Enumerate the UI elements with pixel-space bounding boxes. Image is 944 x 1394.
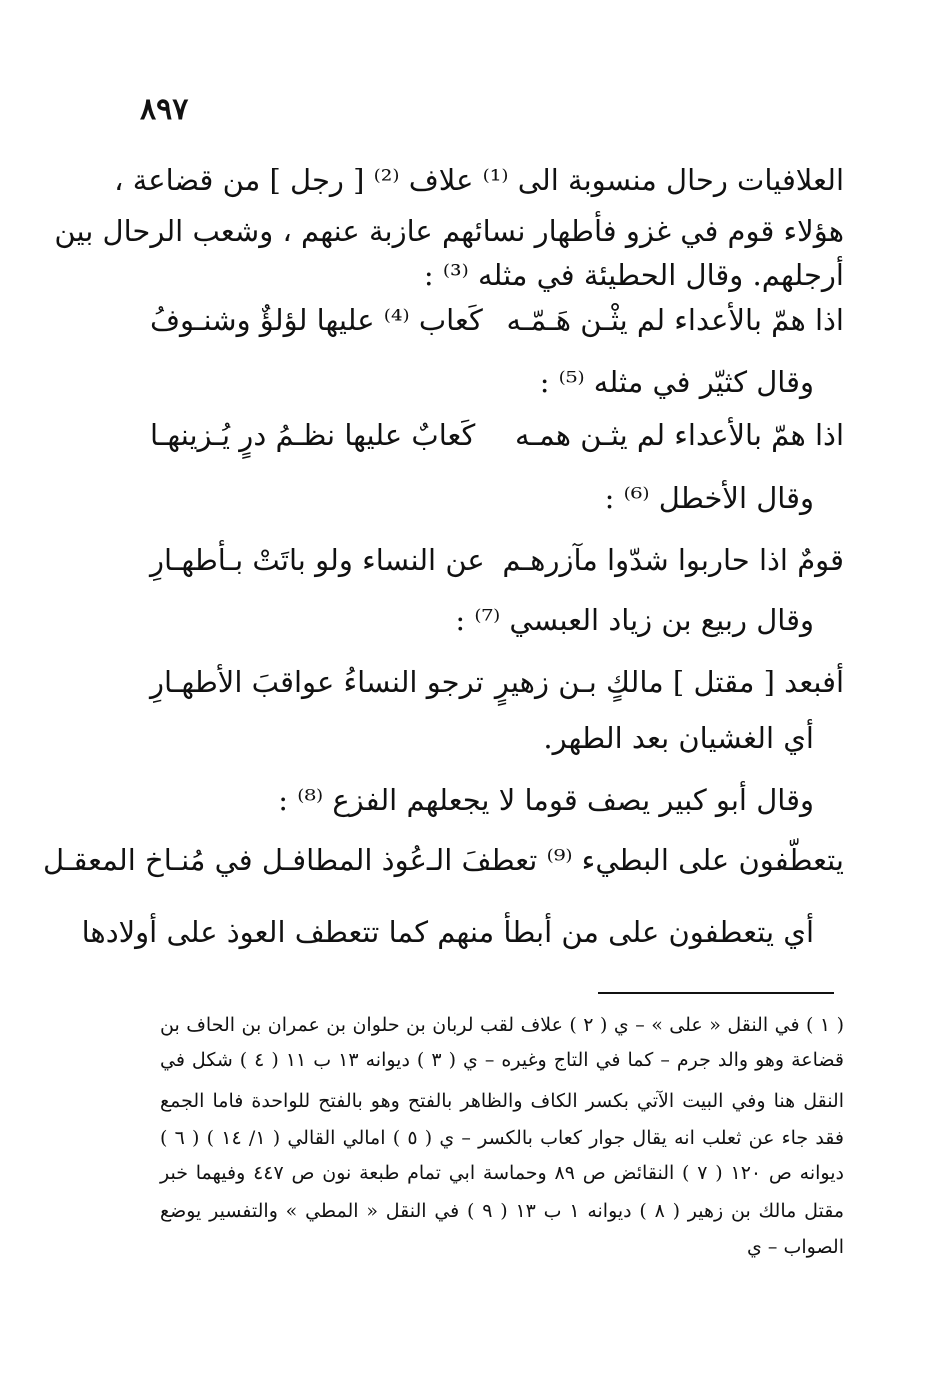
verse-5-second-hemistich: عُوذ المطافـل في مُنـاخ المعقـل [43,843,427,877]
footnote-line-5: ديوانه ص ١٢٠ ( ٧ ) النقائض ص ٨٩ وحماسة ابي تمام طبعة نون ص ٤٤٧ وفيهما خبر [160,1162,844,1184]
intro-line-4: وقال ربيع بن زياد العبسي ⁽⁷⁾ : [455,603,814,637]
footnote-line-2: قضاعة وهو والد جرم – كما في التاج وغيره – ي ( ٣ ) ديوانه ١٣ ب ١١ ( ٤ ) شكل في [160,1049,844,1071]
verse-2-first-hemistich: اذا همّ بالأعداء لم يثـن همـه [514,418,844,452]
intro-line-5: وقال أبو كبير يصف قوما لا يجعلهم الفزع ⁽⁸⁾ : [278,783,814,817]
verse-2-second-hemistich: كَعابٌ عليها نظـمُ درٍ يُـزينهـا [150,418,476,452]
verse-1-first-hemistich: اذا همّ بالأعداء لم يثْـن هَـمّـه [506,303,844,337]
verse-4 [150,662,844,702]
intro-line-2: وقال كثيّر في مثله ⁽⁵⁾ : [539,365,814,399]
verse-1-second-hemistich: كَعاب ⁽⁴⁾ عليها لؤلؤٌ وشنـوفُ [150,303,483,337]
footnote-line-1: ( ١ ) في النقل « على » – ي ( ٢ ) علاف لقب لربان بن حلوان بن عمران بن الحاف بن [160,1014,844,1036]
gloss-line-4: أي الغشيان بعد الطهر. [543,721,814,755]
footnote-separator [598,992,834,994]
verse-3-first-hemistich: قومٌ اذا حاربوا شدّوا مآزرهـم [502,543,844,577]
verse-4-first-hemistich: أفبعد [ مقتل ] مالكٍ بـن زهيرٍ [494,665,844,699]
verse-3-second-hemistich: عن النساء ولو باتَتْ بـأطهـارِ [150,543,485,577]
footnote-line-4: فقد جاء عن ثعلب انه يقال جوار كعاب بالكسر – ي ( ٥ ) امالي القالي ( ١/ ١٤ ) ( ٦ ) [160,1127,844,1149]
verse-3 [150,540,844,580]
verse-4-second-hemistich: ترجو النساءُ عواقبَ الأطهـارِ [150,665,484,699]
page-number: ٨٩٧ [140,92,189,127]
verse-5 [43,840,844,880]
prose-line-1: العلافيات رحال منسوبة الى ⁽¹⁾ علاف ⁽²⁾ [ رجل ] من قضاعة ، [114,163,844,197]
verse-1 [150,300,844,340]
verse-5-first-hemistich: يتعطّفون على البطيء ⁽⁹⁾ تعطفَ الـ [426,843,844,877]
verse-2 [150,415,844,455]
gloss-line-5: أي يتعطفون على من أبطأ منهم كما تتعطف العوذ على أولادها [81,915,814,949]
intro-line-3: وقال الأخطل ⁽⁶⁾ : [604,481,814,515]
footnote-line-3: النقل هنا وفي البيت الآتي بكسر الكاف والظاهر بالفتح وهو بالفتح للواحدة فاما الجمع [160,1090,844,1112]
prose-line-3: أرجلهم. وقال الحطيئة في مثله ⁽³⁾ : [423,258,844,292]
footnote-line-6: مقتل مالك بن زهير ( ٨ ) ديوانه ١ ب ١٣ ( ٩ ) في النقل « المطي » والتفسير يوضع [160,1200,844,1222]
footnote-line-7: الصواب – ي [747,1236,844,1258]
prose-line-2: هؤلاء قوم في غزو فأطهار نسائهم عازبة عنهم ، وشعب الرحال بين [54,214,844,248]
